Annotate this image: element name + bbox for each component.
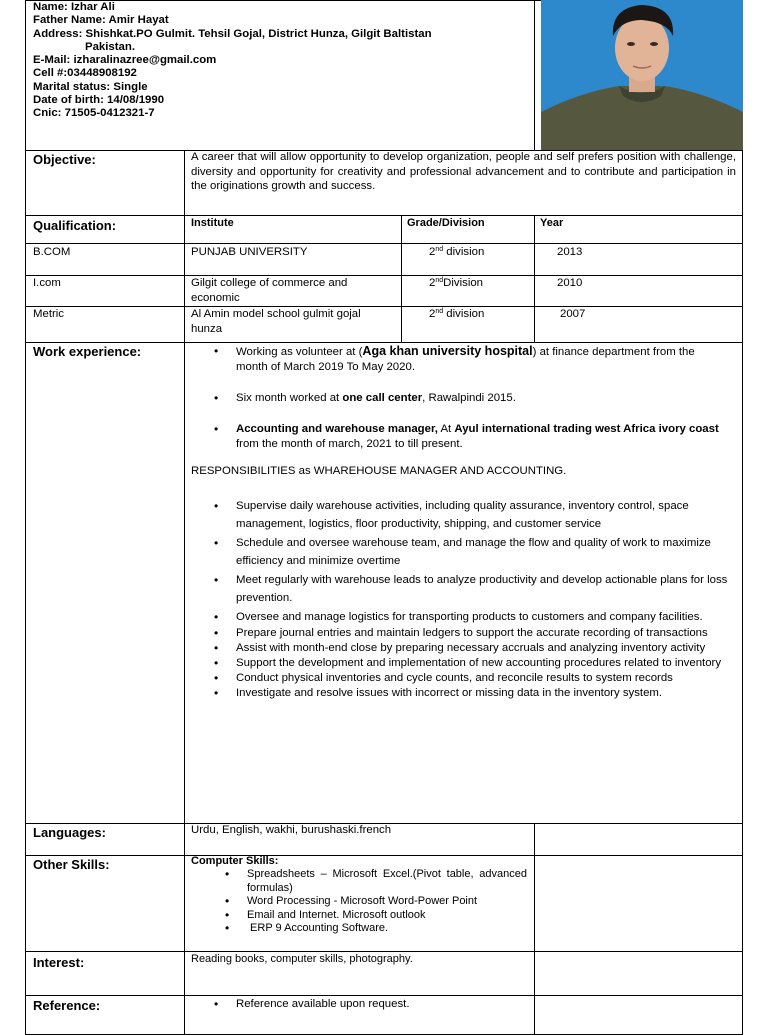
qualification-label: Qualification: [33,218,117,233]
year-icom: 2010 [557,277,583,289]
skills-heading: Computer Skills: [191,855,279,867]
name-line: Name: Izhar Ali [33,1,115,13]
responsibility-item: • Prepare journal entries and maintain ledgers to support the accurate recording of transactions [236,626,736,641]
interest-text: Reading books, computer skills, photography. [191,953,413,965]
responsibility-item: • Schedule and oversee warehouse team, and manage the flow and quality of work to maximize efficiency and minimize overtime [236,534,736,570]
marital-line: Marital status: Single [33,80,148,93]
degree-bcom: B.COM [33,246,71,258]
reference-item: • Reference available upon request. [236,997,410,1012]
responsibility-item: • Conduct physical inventories and cycle counts, and reconcile results to system records [236,671,736,686]
reference-list [236,997,410,1012]
responsibility-item: • Oversee and manage logistics for transporting products to customers and company facilities. [236,608,736,626]
address-line-2: Pakistan. [85,40,136,53]
dob-line: Date of birth: 14/08/1990 [33,94,165,107]
work-label: Work experience: [33,344,142,359]
responsibility-item: • Supervise daily warehouse activities, including quality assurance, inventory control, space management, logistics, floor productivity, shipping, and customer service [236,497,736,533]
job-item: • Accounting and warehouse manager, At Ayul international trading west Africa ivory coast from the month of march, 2021 to till present. [236,422,726,453]
cnic-line: Cnic: 71505-0412321-7 [33,107,155,120]
skills-list [247,868,527,936]
responsibilities-list [236,497,736,701]
responsibility-item: • Meet regularly with warehouse leads to analyze productivity and develop actionable plans for loss prevention. [236,571,736,607]
institute-icom: Gilgit college of commerce and economic [191,277,348,304]
responsibility-item: • Assist with month-end close by preparing necessary accruals and analyzing inventory activity [236,641,736,656]
responsibility-item: • Investigate and resolve issues with incorrect or missing data in the inventory system. [236,686,736,701]
institute-bcom: PUNJAB UNIVERSITY [191,246,308,258]
job-item: • Six month worked at one call center, Rawalpindi 2015. [236,391,726,406]
col-institute: Institute [191,217,234,229]
work-jobs [236,344,726,453]
job-item: • Working as volunteer at (Aga khan university hospital) at finance department from the month of March 2019 To May 2020. [236,344,726,375]
year-bcom: 2013 [557,246,583,258]
grade-icom: 2ndDivision [429,277,484,289]
degree-metric: Metric [33,308,65,320]
languages-text: Urdu, English, wakhi, burushaski.french [191,824,392,836]
responsibilities-heading: RESPONSIBILITIES as WHAREHOUSE MANAGER AND ACCOUNTING. [191,465,567,477]
grade-bcom: 2nd division [429,246,485,258]
grade-metric: 2nd division [429,308,485,320]
skills-label: Other Skills: [33,857,110,872]
address-line: Address: Shishkat.PO Gulmit. Tehsil Gojal, District Hunza, Gilgit Baltistan [33,27,432,40]
skill-item: • Email and Internet. Microsoft outlook [247,909,527,923]
col-grade: Grade/Division [407,217,485,229]
responsibility-item: • Support the development and implementation of new accounting procedures related to inventory [236,656,736,671]
institute-metric: Al Amin model school gulmit gojal hunza [191,308,361,335]
skill-item: • Word Processing - Microsoft Word-Power Point [247,895,527,909]
skill-item: • ERP 9 Accounting Software. [247,922,527,936]
email-line: E-Mail: izharalinazree@gmail.com [33,54,217,67]
languages-label: Languages: [33,825,106,840]
cell-line: Cell #:03448908192 [33,67,137,80]
father-line: Father Name: Amir Hayat [33,14,169,27]
skill-item: • Spreadsheets – Microsoft Excel.(Pivot table, advanced formulas) [247,868,527,895]
objective-label: Objective: [33,152,96,167]
profile-photo [541,0,743,150]
year-metric: 2007 [560,308,586,320]
resume-page [25,0,743,1024]
interest-label: Interest: [33,955,85,970]
col-year: Year [540,217,564,229]
personal-info [33,1,432,121]
reference-label: Reference: [33,998,101,1013]
objective-text: A career that will allow opportunity to develop organization, people and self prefers position with challenge, diversity and opportunity for creativity and professional advancement and to contribute and participation in the originations growth and success. [191,151,736,192]
degree-icom: I.com [33,277,61,289]
